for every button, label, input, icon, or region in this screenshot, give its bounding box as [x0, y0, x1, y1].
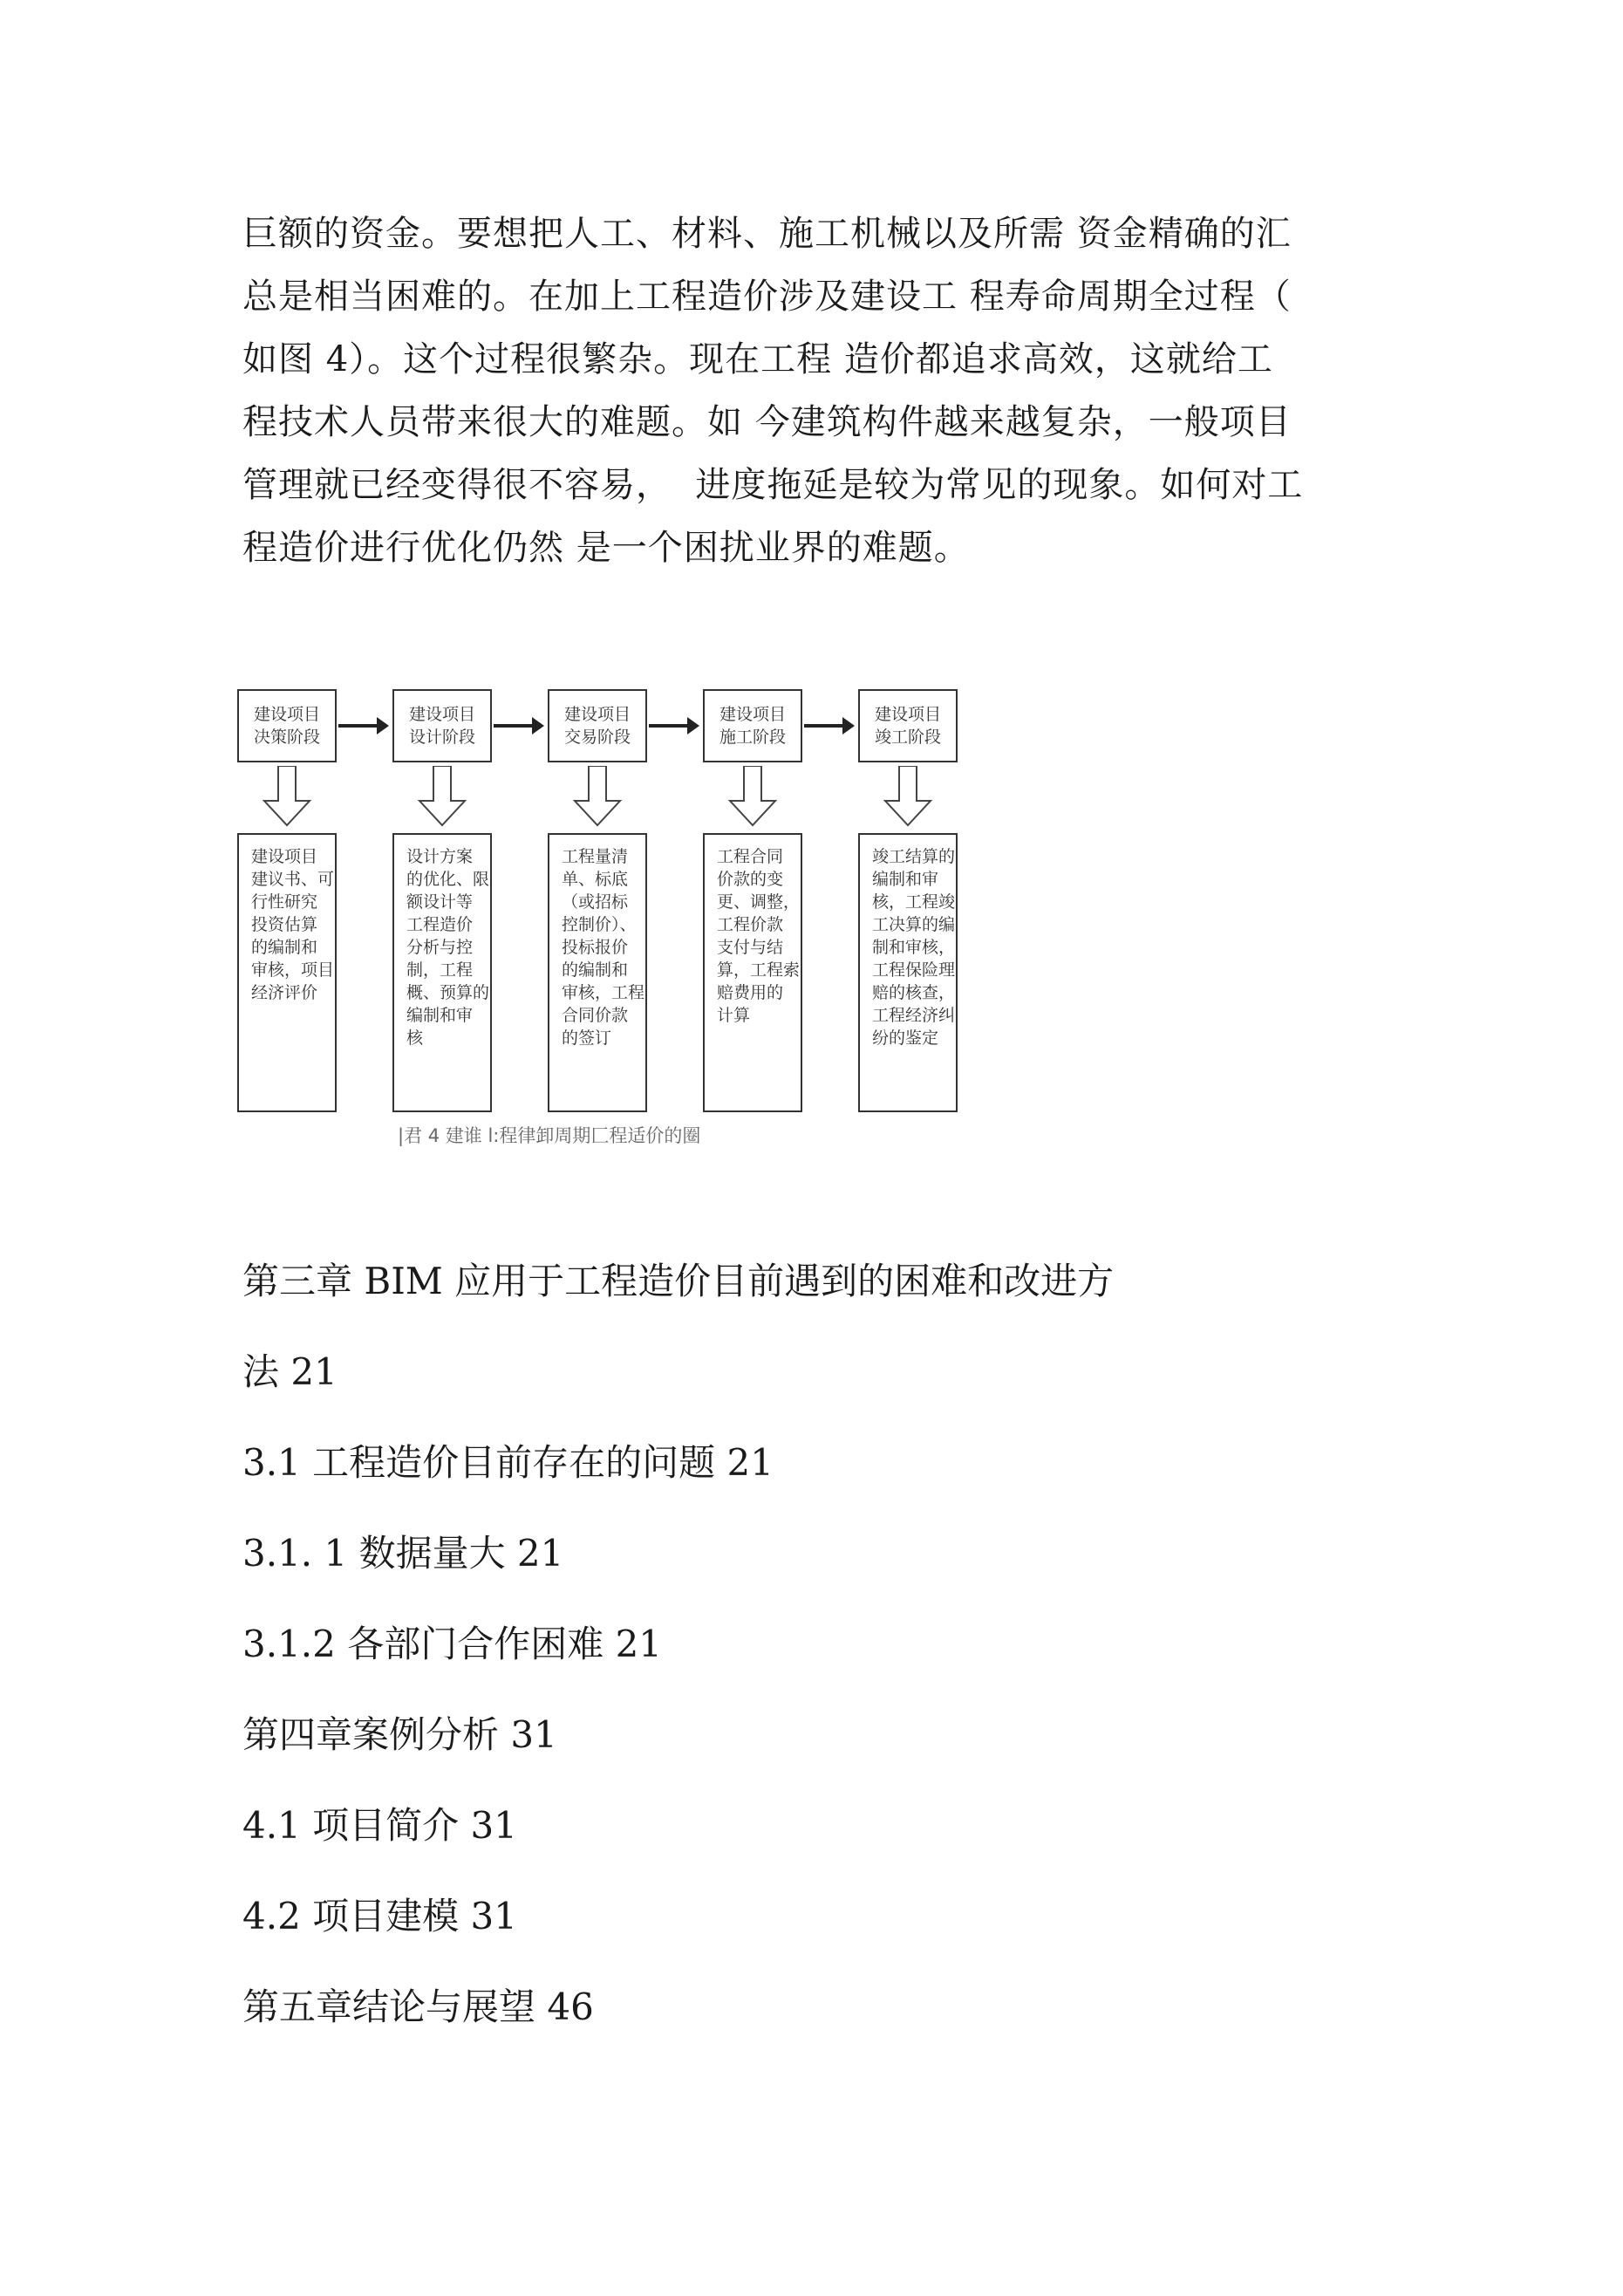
toc-entry: 4.1 项目简介 31: [242, 1804, 517, 1847]
toc-entry: 第三章 BIM 应用于工程造价目前遇到的困难和改进方: [242, 1260, 1115, 1302]
stage-label-line1: 建设项目: [408, 705, 475, 724]
detail-line: 工程造价: [406, 915, 474, 934]
detail-line: 价款的变: [717, 870, 784, 889]
detail-line: 赔的核查，: [872, 983, 956, 1002]
detail-line: （或招标: [562, 892, 629, 912]
detail-line: 算，工程索: [717, 960, 801, 980]
detail-box-design: [392, 833, 492, 1112]
paragraph-line: 程技术人员带来很大的难题。如 今建筑构件越来越复杂，一般项目: [242, 402, 1292, 442]
stage-label-line2: 设计阶段: [408, 728, 475, 747]
stage-label-line2: 交易阶段: [563, 728, 631, 747]
detail-line: 投资估算: [251, 915, 318, 934]
detail-line: 的编制和: [562, 960, 629, 980]
detail-line: 投标报价: [562, 938, 629, 957]
paragraph-line: 程造价进行优化仍然 是一个困扰业界的难题。: [242, 528, 970, 568]
stage-box-completion: [858, 689, 958, 762]
hollow-arrow-down-icon: [416, 766, 468, 827]
stage-box-design: [392, 689, 492, 762]
stage-label-line1: 建设项目: [253, 705, 320, 724]
detail-line: 经济评价: [251, 983, 318, 1002]
detail-box-decision: [237, 833, 337, 1112]
figure-caption: |君 4 建谁 l:程律卸周期匚程适价的圈: [398, 1125, 701, 1146]
stage-label-line1: 建设项目: [874, 705, 941, 724]
toc-entry: 3.1. 1 数据量大 21: [242, 1532, 564, 1575]
detail-line: 概、预算的: [406, 983, 490, 1002]
detail-line: 更、调整，: [717, 892, 801, 912]
flow-arrow-right-icon: [649, 724, 694, 728]
stage-label-line2: 决策阶段: [253, 728, 320, 747]
paragraph-line: 巨额的资金。要想把人工、材料、施工机械以及所需 资金精确的汇: [242, 214, 1292, 254]
hollow-arrow-down-icon: [882, 766, 934, 827]
detail-line: 纷的鉴定: [872, 1028, 939, 1048]
detail-line: 审核，项目: [251, 960, 335, 980]
stage-box-decision: [237, 689, 337, 762]
lifecycle-flowchart: [237, 689, 987, 1151]
toc-entry: 第四章案例分析 31: [242, 1713, 557, 1756]
detail-line: 竣工结算的: [872, 847, 956, 866]
toc-entry: 第五章结论与展望 46: [242, 1985, 594, 2028]
detail-line: 合同价款: [562, 1006, 629, 1025]
flow-arrow-right-icon: [338, 724, 384, 728]
detail-line: 单、标底: [562, 870, 629, 889]
stage-box-construction: [703, 689, 802, 762]
detail-line: 计算: [717, 1006, 751, 1025]
stage-label-line1: 建设项目: [719, 705, 786, 724]
detail-line: 的签订: [562, 1028, 612, 1048]
stage-box-transaction: [548, 689, 647, 762]
toc-entry: 3.1 工程造价目前存在的问题 21: [242, 1441, 774, 1484]
detail-line: 制，工程: [406, 960, 474, 980]
detail-line: 控制价）、: [562, 915, 637, 934]
detail-line: 工程合同: [717, 847, 784, 866]
detail-line: 额设计等: [406, 892, 474, 912]
detail-line: 分析与控: [406, 938, 474, 957]
stage-label-line2: 竣工阶段: [874, 728, 941, 747]
flow-arrow-right-icon: [804, 724, 849, 728]
hollow-arrow-down-icon: [261, 766, 313, 827]
detail-line: 核，工程竣: [872, 892, 956, 912]
detail-line: 建设项目: [251, 847, 318, 866]
detail-box-completion: [858, 833, 958, 1112]
toc-entry: 法 21: [242, 1350, 338, 1393]
detail-line: 核: [406, 1028, 424, 1048]
body-paragraph: [242, 202, 1429, 579]
toc-entry: 4.2 项目建模 31: [242, 1895, 517, 1937]
detail-line: 工决算的编: [872, 915, 956, 934]
stage-label-line1: 建设项目: [563, 705, 631, 724]
detail-line: 制和审核，: [872, 938, 956, 957]
detail-line: 行性研究: [251, 892, 318, 912]
detail-line: 设计方案: [406, 847, 474, 866]
detail-line: 编制和审: [406, 1006, 474, 1025]
stage-label-line2: 施工阶段: [719, 728, 786, 747]
flow-arrow-right-icon: [494, 724, 539, 728]
detail-line: 赔费用的: [717, 983, 784, 1002]
detail-box-construction: [703, 833, 802, 1112]
paragraph-line: 总是相当困难的。在加上工程造价涉及建设工 程寿命周期全过程（: [242, 277, 1292, 317]
paragraph-line: 管理就已经变得很不容易， 进度拖延是较为常见的现象。如何对工: [242, 465, 1304, 505]
detail-box-transaction: [548, 833, 647, 1112]
detail-line: 工程量清: [562, 847, 629, 866]
detail-line: 建议书、可: [251, 870, 335, 889]
detail-line: 支付与结: [717, 938, 784, 957]
detail-line: 工程经济纠: [872, 1006, 956, 1025]
paragraph-line: 如图 4）。这个过程很繁杂。现在工程 造价都追求高效，这就给工: [242, 339, 1273, 379]
detail-line: 的编制和: [251, 938, 318, 957]
hollow-arrow-down-icon: [726, 766, 779, 827]
toc-entry: 3.1.2 各部门合作困难 21: [242, 1623, 663, 1665]
detail-line: 的优化、限: [406, 870, 490, 889]
detail-line: 工程保险理: [872, 960, 956, 980]
detail-line: 审核，工程: [562, 983, 645, 1002]
detail-line: 工程价款: [717, 915, 784, 934]
hollow-arrow-down-icon: [571, 766, 624, 827]
detail-line: 编制和审: [872, 870, 939, 889]
